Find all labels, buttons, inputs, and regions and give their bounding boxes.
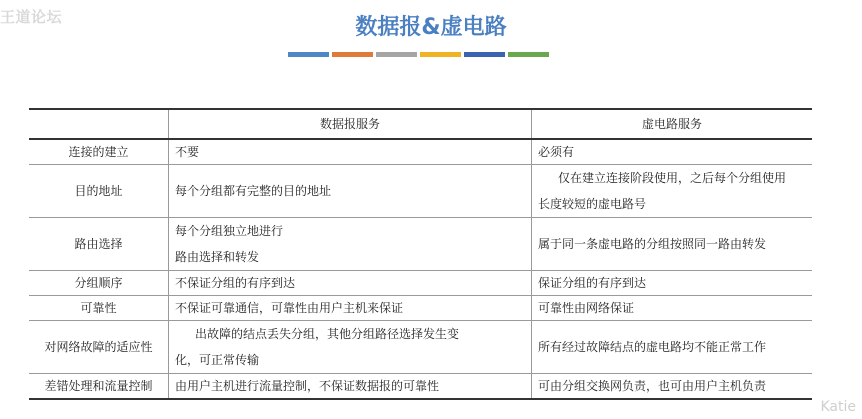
table-row xyxy=(29,218,812,271)
row-attribute: 路由选择 xyxy=(29,218,169,271)
datagram-cell xyxy=(169,296,532,321)
datagram-cell xyxy=(169,218,532,271)
cell-line: 必须有 xyxy=(538,145,575,159)
forum-watermark: 王道论坛 xyxy=(0,8,63,26)
virtual-circuit-cell xyxy=(532,139,813,165)
author-watermark: Katie xyxy=(820,399,856,415)
comparison-table xyxy=(29,108,812,400)
cell-line: 所有经过故障结点的虚电路均不能正常工作 xyxy=(538,340,767,354)
accent-bar xyxy=(288,52,329,57)
cell-line: 每个分组都有完整的目的地址 xyxy=(175,184,332,198)
cell-line: 可由分组交换网负责，也可由用户主机负责 xyxy=(538,379,767,393)
accent-bar xyxy=(376,52,417,57)
cell-line: 不保证可靠通信，可靠性由用户主机来保证 xyxy=(175,301,404,315)
row-attribute: 连接的建立 xyxy=(29,139,169,165)
datagram-cell xyxy=(169,271,532,296)
cell-line: 属于同一条虚电路的分组按照同一路由转发 xyxy=(538,237,767,251)
row-attribute: 分组顺序 xyxy=(29,271,169,296)
virtual-circuit-cell xyxy=(532,218,813,271)
cell-line: 不保证分组的有序到达 xyxy=(175,276,296,290)
accent-bar xyxy=(420,52,461,57)
datagram-cell xyxy=(169,374,532,400)
row-attribute: 可靠性 xyxy=(29,296,169,321)
datagram-cell xyxy=(169,139,532,165)
cell-line: 可靠性由网络保证 xyxy=(538,301,635,315)
cell-line: 保证分组的有序到达 xyxy=(538,276,647,290)
cell-line: 化，可正常传输 xyxy=(175,353,260,367)
accent-bar xyxy=(508,52,549,57)
header-attr xyxy=(29,109,169,139)
accent-bars xyxy=(288,52,549,57)
virtual-circuit-cell xyxy=(532,321,813,374)
page-title: 数据报&虚电路 xyxy=(355,15,507,40)
header-datagram: 数据报服务 xyxy=(169,109,532,139)
table-row xyxy=(29,374,812,400)
cell-line: 出故障的结点丢失分组，其他分组路径选择发生变 xyxy=(195,327,460,341)
header-virtual-circuit: 虚电路服务 xyxy=(532,109,813,139)
table-row xyxy=(29,321,812,374)
cell-line: 由用户主机进行流量控制，不保证数据报的可靠性 xyxy=(175,379,440,393)
cell-line: 仅在建立连接阶段使用，之后每个分组使用 xyxy=(558,171,787,185)
virtual-circuit-cell xyxy=(532,296,813,321)
datagram-cell xyxy=(169,165,532,218)
accent-bar xyxy=(464,52,505,57)
row-attribute: 目的地址 xyxy=(29,165,169,218)
cell-line: 路由选择和转发 xyxy=(175,250,260,264)
table-row xyxy=(29,139,812,165)
virtual-circuit-cell xyxy=(532,374,813,400)
cell-line: 每个分组独立地进行 xyxy=(175,224,284,238)
datagram-cell xyxy=(169,321,532,374)
table-row xyxy=(29,165,812,218)
row-attribute: 差错处理和流量控制 xyxy=(29,374,169,400)
table-row xyxy=(29,296,812,321)
cell-line: 不要 xyxy=(175,145,200,159)
row-attribute: 对网络故障的适应性 xyxy=(29,321,169,374)
accent-bar xyxy=(332,52,373,57)
virtual-circuit-cell xyxy=(532,165,813,218)
virtual-circuit-cell xyxy=(532,271,813,296)
cell-line: 长度较短的虚电路号 xyxy=(538,197,647,211)
table-row xyxy=(29,271,812,296)
table-header-row xyxy=(29,109,812,139)
